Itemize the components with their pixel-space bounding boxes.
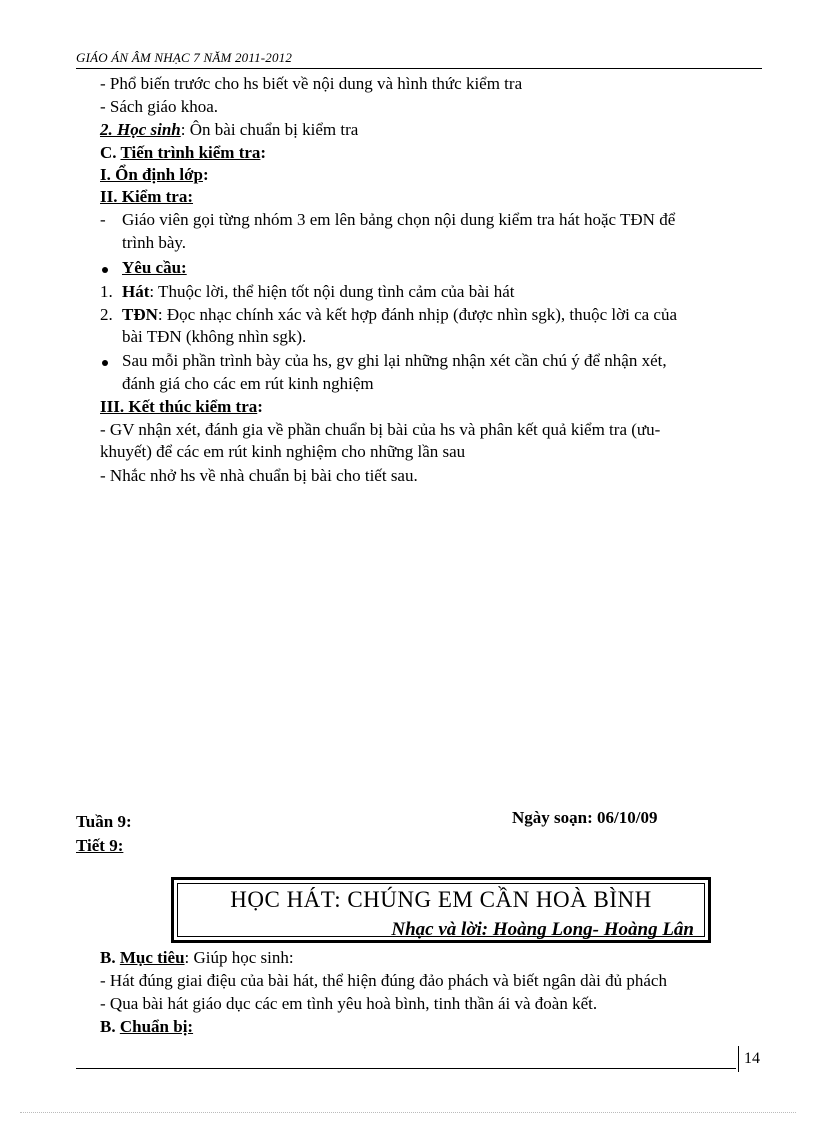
text-line <box>100 120 358 140</box>
item-text: : Thuộc lời, thể hiện tốt nội dung tình cảm của bài hát <box>149 282 515 301</box>
section-text: : Ôn bài chuẩn bị kiểm tra <box>180 120 359 139</box>
heading-underlined: III. Kết thúc kiểm tra <box>100 397 258 416</box>
item-text: : Đọc nhạc chính xác và kết hợp đánh nhịp (được nhìn sgk), thuộc lời ca của <box>157 305 678 324</box>
heading-suffix: : <box>260 143 267 162</box>
heading-prefix: C. <box>100 143 121 162</box>
text-line: - Nhắc nhở hs về nhà chuẩn bị bài cho tiết sau. <box>100 466 418 485</box>
text-line: - Phổ biến trước cho hs biết về nội dung và hình thức kiểm tra <box>100 74 523 93</box>
footer-rule <box>76 1068 736 1069</box>
week-label: Tuần 9: <box>76 812 132 831</box>
bullet-icon <box>100 259 120 279</box>
list-item <box>122 305 677 325</box>
lesson-title-box <box>171 877 711 943</box>
section-heading: Yêu cầu: <box>122 258 187 277</box>
text-line: - Qua bài hát giáo dục các em tình yêu hoà bình, tinh thần ái và đoàn kết. <box>100 994 598 1013</box>
heading-underlined: I. Ổn định lớp <box>100 165 203 184</box>
section-heading <box>100 1017 193 1037</box>
heading-suffix: : Giúp học sinh: <box>184 948 294 967</box>
heading-underlined: Tiến trình kiểm tra <box>120 143 261 162</box>
footer-divider <box>738 1046 739 1072</box>
text-line: - Sách giáo khoa. <box>100 97 219 116</box>
lesson-title-frame <box>177 883 705 940</box>
heading-prefix: B. <box>100 1017 120 1036</box>
heading-suffix: : <box>257 397 263 416</box>
text-line: đánh giá cho các em rút kinh nghiệm <box>122 374 374 393</box>
section-label: 2. Học sinh <box>100 120 181 139</box>
section-heading <box>100 948 294 968</box>
text-line: - Hát đúng giai điệu của bài hát, thể hiện đúng đảo phách và biết ngân dài đủ phách <box>100 971 667 990</box>
page-number: 14 <box>744 1050 760 1067</box>
list-marker: - <box>100 210 106 229</box>
list-marker: 1. <box>100 282 113 301</box>
page-edge <box>20 1112 796 1113</box>
list-marker: 2. <box>100 305 113 324</box>
heading-suffix: : <box>202 165 209 184</box>
page-header: GIÁO ÁN ÂM NHẠC 7 NĂM 2011-2012 <box>76 50 762 69</box>
lesson-title: HỌC HÁT: CHÚNG EM CẦN HOÀ BÌNH <box>230 887 652 912</box>
section-heading: II. Kiểm tra: <box>100 187 194 206</box>
text-line: Sau mỗi phần trình bày của hs, gv ghi lại những nhận xét cần chú ý để nhận xét, <box>122 351 667 370</box>
item-label: TĐN <box>122 305 158 324</box>
text-line: - GV nhận xét, đánh gia về phần chuẩn bị bài của hs và phân kết quả kiểm tra (ưu- <box>100 420 661 439</box>
item-label: Hát <box>122 282 150 301</box>
bullet-icon <box>100 352 120 372</box>
heading-prefix: B. <box>100 948 120 967</box>
heading-underlined: Mục tiêu <box>119 948 185 967</box>
section-heading <box>100 165 209 185</box>
text-line: Giáo viên gọi từng nhóm 3 em lên bảng chọn nội dung kiểm tra hát hoặc TĐN để <box>122 210 676 229</box>
period-label: Tiết 9: <box>76 836 124 855</box>
text-line: khuyết) để các em rút kinh nghiệm cho những lần sau <box>100 442 466 461</box>
heading-underlined: Chuẩn bị: <box>119 1017 194 1036</box>
list-item <box>122 282 515 302</box>
section-heading <box>100 397 263 417</box>
section-heading <box>100 143 266 163</box>
lesson-subtitle: Nhạc và lời: Hoàng Long- Hoàng Lân <box>391 919 694 940</box>
text-line: trình bày. <box>122 233 187 252</box>
text-line: bài TĐN (không nhìn sgk). <box>122 327 307 346</box>
date-label: Ngày soạn: 06/10/09 <box>512 808 658 827</box>
